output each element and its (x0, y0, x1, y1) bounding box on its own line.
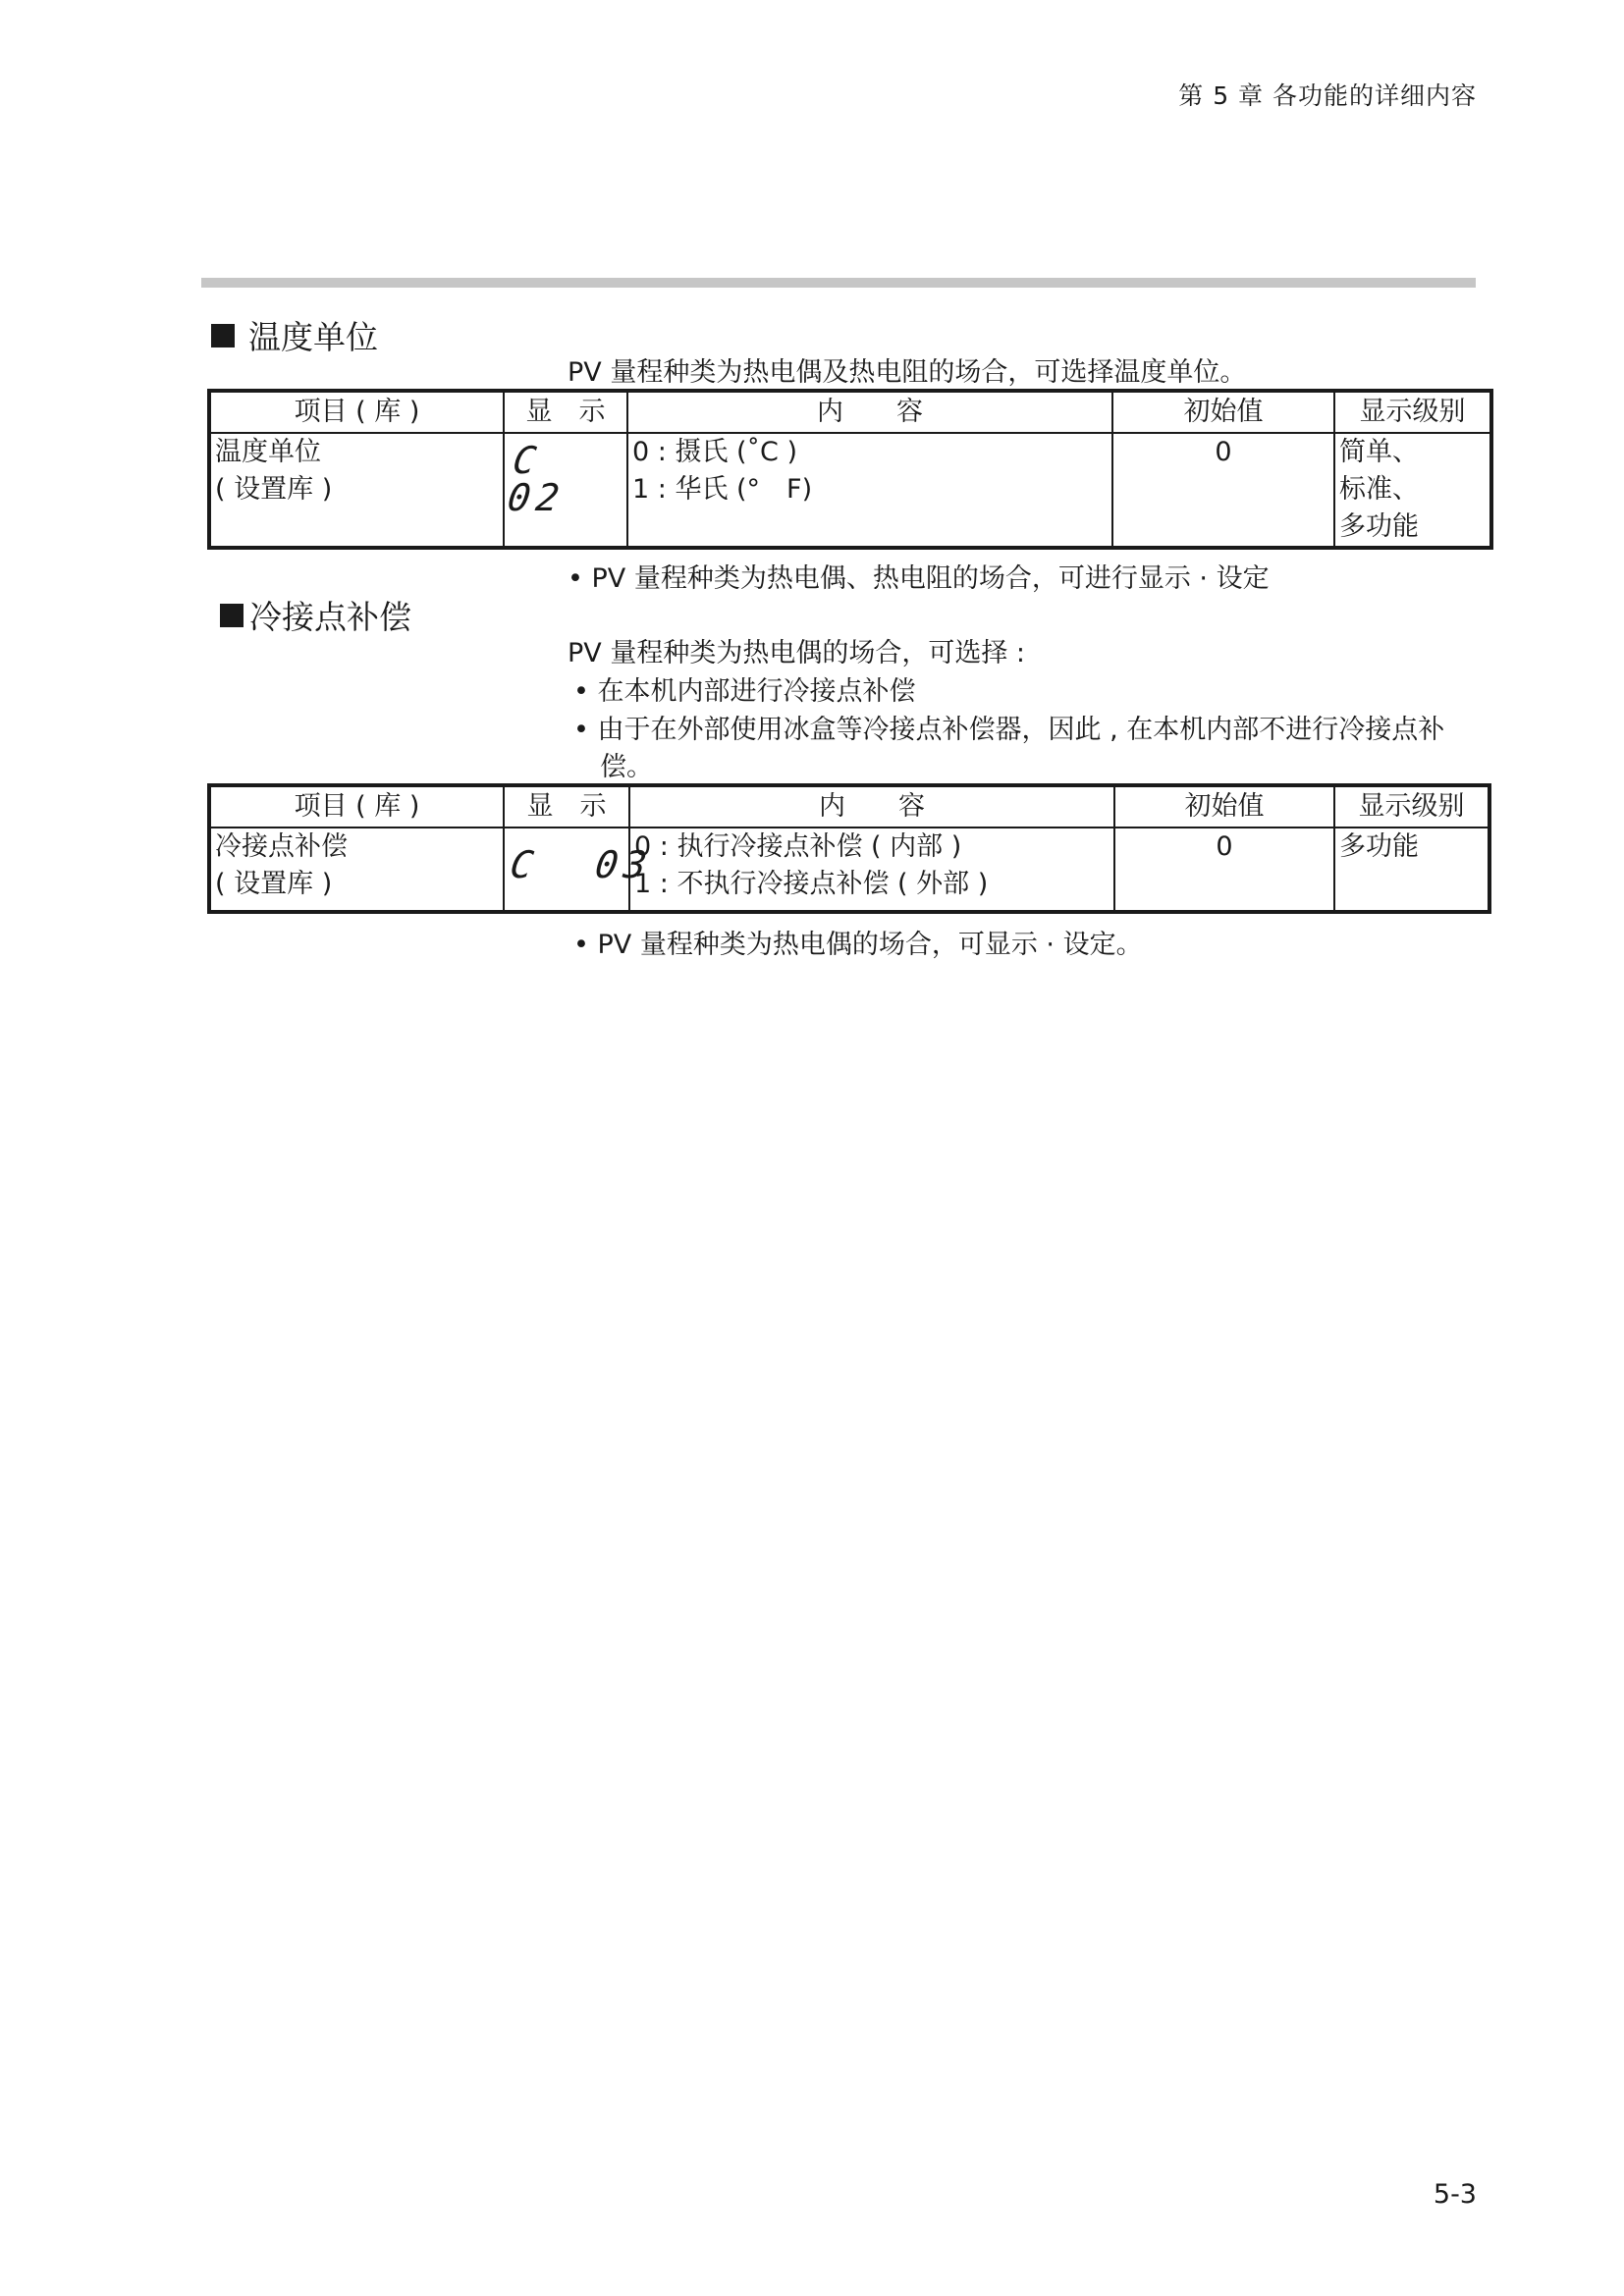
table-header-row (209, 391, 1491, 433)
header-content: 内 容 (629, 785, 1114, 828)
table-header-row (209, 785, 1489, 828)
header-item: 项目 ( 库 ) (209, 785, 504, 828)
segment-display-code: C 02 (505, 439, 568, 519)
content-cell: 0 : 摄氏 (˚C ) 1 : 华氏 (° F) (627, 433, 1112, 548)
square-bullet-icon (220, 604, 244, 627)
content-cell: 0 : 执行冷接点补偿 ( 内部 ) 1 : 不执行冷接点补偿 ( 外部 ) (629, 828, 1114, 912)
header-level: 显示级别 (1334, 391, 1491, 433)
initial-value-cell: 0 (1114, 828, 1334, 912)
section-rule (201, 278, 1476, 288)
section-intro: PV 量程种类为热电偶及热电阻的场合，可选择温度单位。 (568, 357, 1247, 388)
bullet-item-continuation: 偿。 (600, 752, 653, 782)
initial-value-cell: 0 (1112, 433, 1334, 548)
header-initial: 初始值 (1114, 785, 1334, 828)
chapter-header: 第 5 章 各功能的详细内容 (1178, 81, 1477, 110)
temperature-unit-table (207, 389, 1493, 550)
section-note: • PV 量程种类为热电偶、热电阻的场合，可进行显示 · 设定 (568, 563, 1270, 594)
header-item: 项目 ( 库 ) (209, 391, 504, 433)
level-cell: 多功能 (1334, 828, 1489, 912)
header-level: 显示级别 (1334, 785, 1489, 828)
section-intro: PV 量程种类为热电偶的场合，可选择 : (568, 638, 1026, 668)
section-title: 冷接点补偿 (249, 598, 411, 636)
header-initial: 初始值 (1112, 391, 1334, 433)
header-display: 显 示 (504, 391, 627, 433)
bullet-item: • 在本机内部进行冷接点补偿 (573, 676, 916, 707)
table-row (209, 433, 1491, 548)
cold-junction-table (207, 783, 1491, 914)
header-display: 显 示 (504, 785, 629, 828)
item-cell: 冷接点补偿 ( 设置库 ) (209, 828, 504, 912)
table-row (209, 828, 1489, 912)
section-heading-temperature-unit (211, 312, 378, 358)
bullet-item: • 由于在外部使用冰盒等冷接点补偿器，因此 , 在本机内部不进行冷接点补 (573, 715, 1445, 745)
display-cell (504, 828, 656, 912)
section-heading-cold-junction (220, 592, 411, 638)
item-cell: 温度单位 ( 设置库 ) (209, 433, 504, 548)
display-cell (504, 433, 627, 548)
segment-display-code: C 03 (507, 843, 656, 886)
section-note: • PV 量程种类为热电偶的场合，可显示 · 设定。 (573, 930, 1143, 960)
square-bullet-icon (211, 324, 235, 347)
level-cell: 简单、 标准、 多功能 (1334, 433, 1491, 548)
page-number: 5-3 (1433, 2179, 1477, 2210)
section-title: 温度单位 (248, 318, 378, 356)
header-content: 内 容 (627, 391, 1112, 433)
